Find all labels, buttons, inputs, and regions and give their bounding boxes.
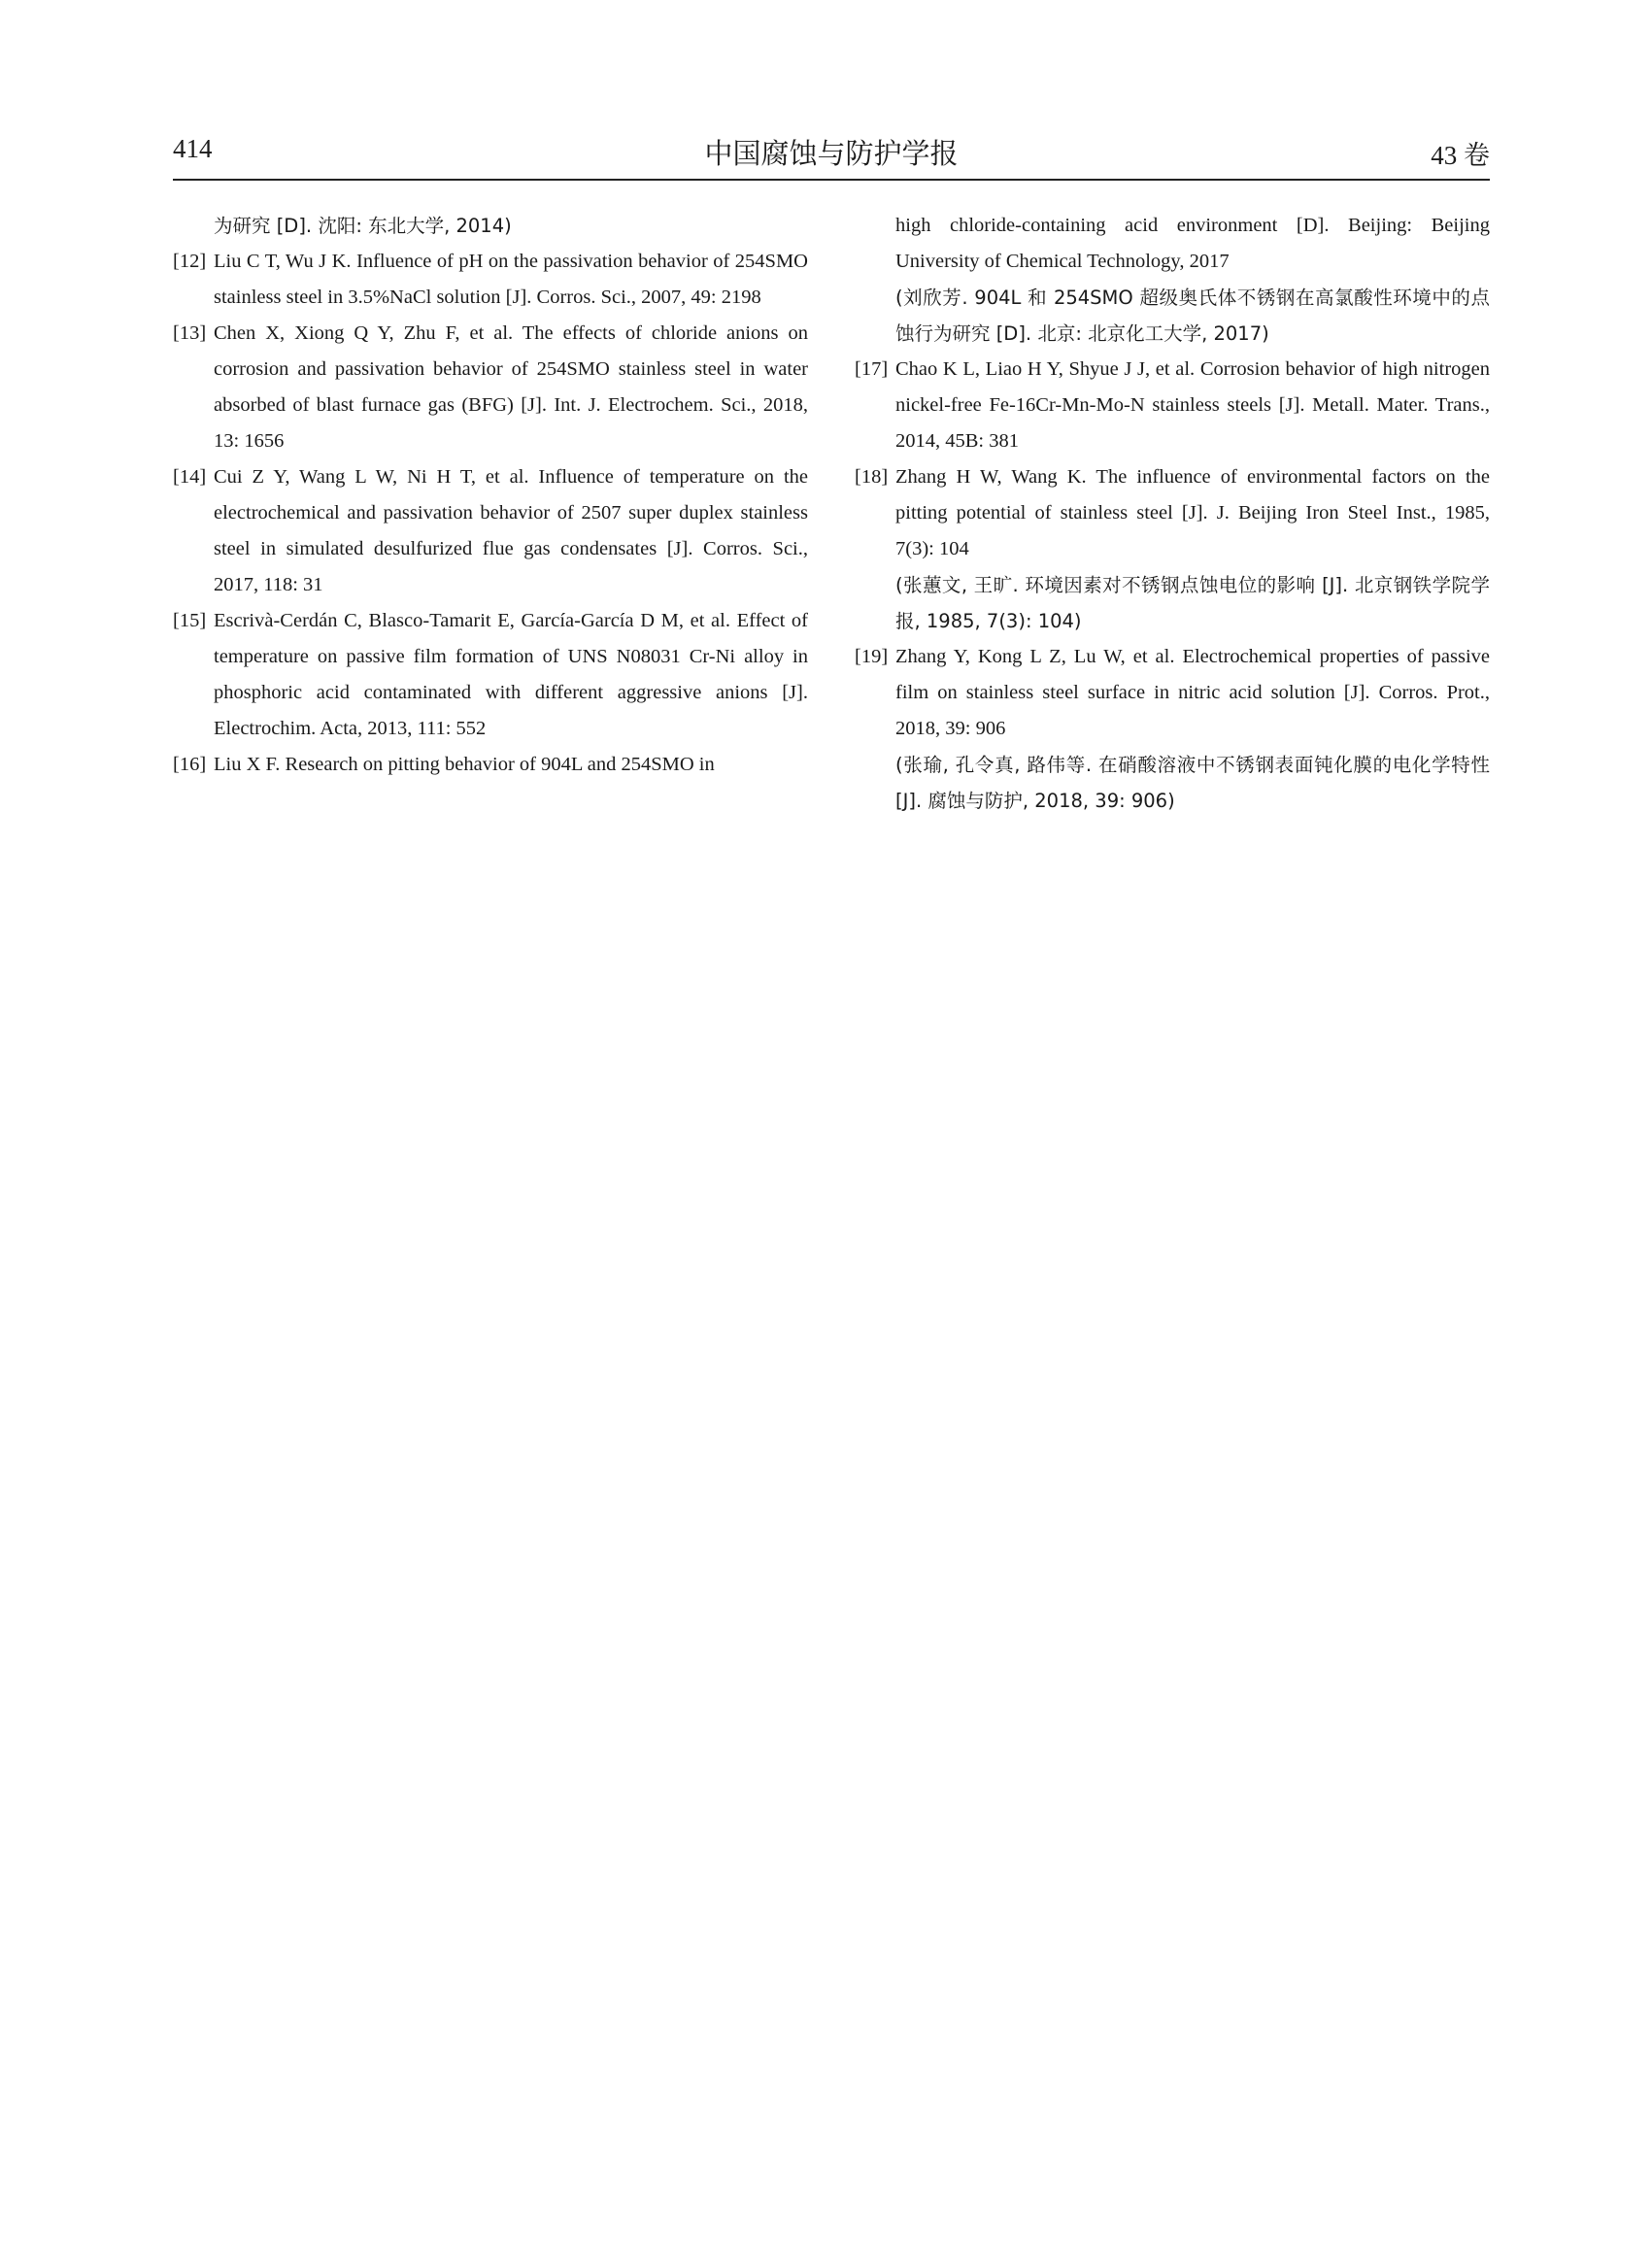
reference-index: [13] [173, 322, 207, 344]
reference-index: [15] [173, 610, 207, 631]
reference-index: [16] [173, 754, 207, 775]
reference-continuation-chinese: (刘欣芳. 904L 和 254SMO 超级奥氏体不锈钢在高氯酸性环境中的点蚀行为研究 [D]. 北京: 北京化工大学, 2017) [895, 287, 1490, 345]
reference-text: Zhang H W, Wang K. The influence of environmental factors on the pitting potential of stainless steel [J]. J. Beijing Iron Steel Inst., 1985, 7(3): 104 [895, 466, 1490, 559]
reference-text: Chao K L, Liao H Y, Shyue J J, et al. Corrosion behavior of high nitrogen nickel-free Fe-16Cr-Mn-Mo-N stainless steels [J]. Metall. Mater. Trans., 2014, 45B: 381 [895, 358, 1490, 452]
journal-title: 中国腐蚀与防护学报 [704, 137, 959, 170]
reference-text: Escrivà-Cerdán C, Blasco-Tamarit E, García-García D M, et al. Effect of temperature on passive film formation of UNS N08031 Cr-Ni alloy in phosphoric acid contaminated with different aggressive anions [J]. Electrochim. Acta, 2013, 111: 552 [214, 610, 808, 739]
reference-text: Liu X F. Research on pitting behavior of 904L and 254SMO in [214, 754, 715, 775]
reference-19 [855, 639, 1490, 819]
reference-text-chinese: (张蕙文, 王旷. 环境因素对不锈钢点蚀电位的影响 [J]. 北京钢铁学院学报, 1985, 7(3): 104) [895, 574, 1490, 632]
right-column [855, 208, 1490, 819]
reference-12 [173, 244, 808, 316]
reference-17 [855, 352, 1490, 459]
volume-label: 43 卷 [1431, 141, 1490, 170]
reference-text: Cui Z Y, Wang L W, Ni H T, et al. Influence of temperature on the electrochemical and passivation behavior of 2507 super duplex stainless steel in simulated desulfurized flue gas condensates [J]. Corros. Sci., 2017, 118: 31 [214, 466, 808, 595]
reference-text: Liu C T, Wu J K. Influence of pH on the passivation behavior of 254SMO stainless steel in 3.5%NaCl solution [J]. Corros. Sci., 2007, 49: 2198 [214, 251, 808, 308]
reference-continuation: high chloride-containing acid environment [D]. Beijing: Beijing University of Chemical Technology, 2017 [895, 215, 1490, 272]
reference-index: [14] [173, 466, 207, 488]
page-number: 414 [173, 134, 213, 163]
reference-text-chinese: (张瑜, 孔令真, 路伟等. 在硝酸溶液中不锈钢表面钝化膜的电化学特性 [J]. 腐蚀与防护, 2018, 39: 906) [895, 754, 1490, 812]
reference-continuation: 为研究 [D]. 沈阳: 东北大学, 2014) [214, 215, 512, 237]
reference-index: [18] [855, 466, 889, 488]
left-column [173, 208, 808, 783]
reference-13 [173, 316, 808, 459]
page-header [173, 130, 1490, 181]
reference-16 [173, 747, 808, 783]
reference-text: Chen X, Xiong Q Y, Zhu F, et al. The effects of chloride anions on corrosion and passivation behavior of 254SMO stainless steel in water absorbed of blast furnace gas (BFG) [J]. Int. J. Electrochem. Sci., 2018, 13: 1656 [214, 322, 808, 452]
reference-index: [17] [855, 358, 889, 380]
reference-text: Zhang Y, Kong L Z, Lu W, et al. Electrochemical properties of passive film on stainless steel surface in nitric acid solution [J]. Corros. Prot., 2018, 39: 906 [895, 646, 1490, 739]
reference-index: [19] [855, 646, 889, 667]
reference-index: [12] [173, 251, 207, 272]
reference-18 [855, 459, 1490, 639]
reference-15 [173, 603, 808, 747]
reference-14 [173, 459, 808, 603]
